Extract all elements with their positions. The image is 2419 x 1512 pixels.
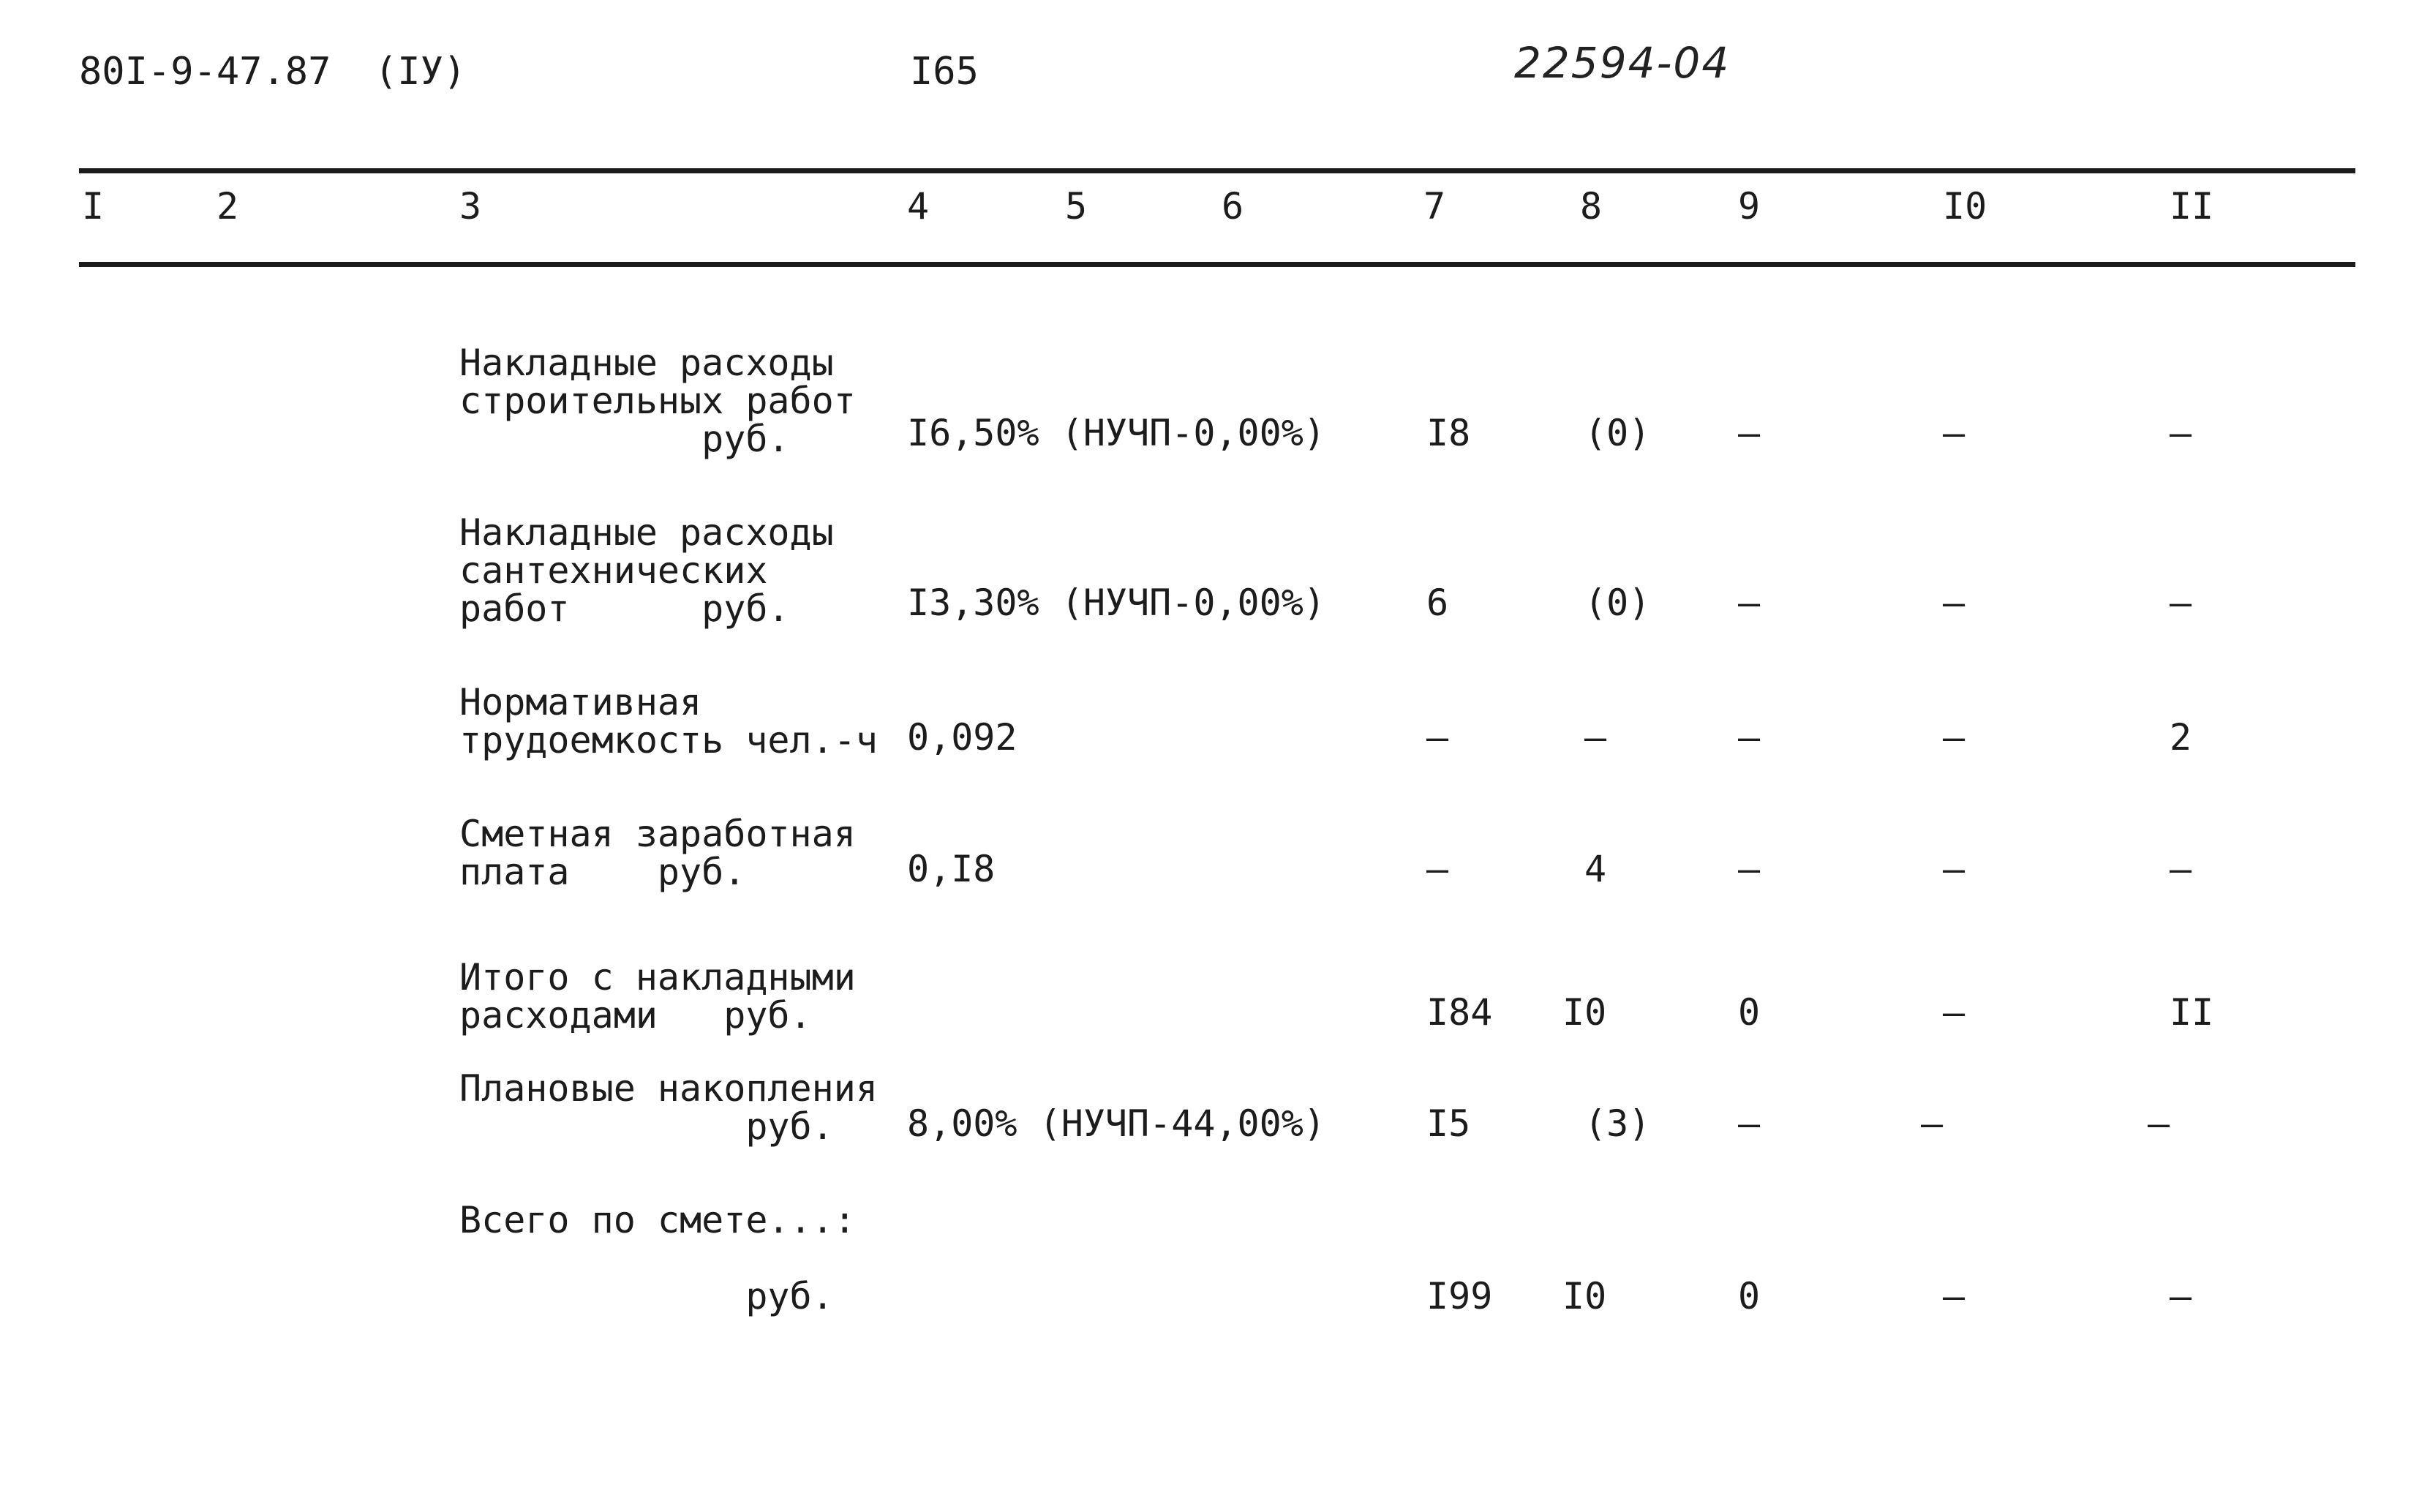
cell-col8: (0) — [1584, 582, 1651, 624]
cell-col7: I8 — [1426, 412, 1471, 454]
row-description: Итого с накладными расходами руб. — [459, 956, 856, 1037]
cell-col7: – — [1426, 716, 1449, 759]
doc-code: 80I-9-47.87 — [79, 50, 331, 94]
column-number: 5 — [1065, 185, 1088, 227]
column-number: 2 — [217, 185, 239, 227]
row-description: Накладные расходы строительных работ руб. — [459, 342, 856, 460]
cell-col10: – — [1943, 991, 1965, 1034]
table-top-rule — [79, 168, 2355, 173]
row-rate: I6,50% (НУЧП-0,00%) — [907, 412, 1325, 454]
section-code: (IУ) — [375, 50, 467, 94]
cell-col10: – — [1943, 848, 1965, 890]
cell-col7: 6 — [1426, 582, 1449, 624]
row-description: Накладные расходы сантехнических работ руб. — [459, 511, 834, 630]
cell-col8: I0 — [1562, 1275, 1607, 1317]
cell-col8: I0 — [1562, 991, 1607, 1034]
column-number: 4 — [907, 185, 930, 227]
cell-col9: – — [1738, 716, 1761, 759]
column-number: I — [82, 185, 105, 227]
cell-col9: – — [1738, 848, 1761, 890]
cell-col11: – — [2148, 1102, 2170, 1145]
cell-col11: – — [2170, 1275, 2192, 1317]
cell-col11: II — [2170, 991, 2214, 1034]
cell-col11: – — [2170, 582, 2192, 624]
row-rate: 0,I8 — [907, 848, 996, 890]
cell-col10: – — [1943, 582, 1965, 624]
column-number: 6 — [1222, 185, 1244, 227]
row-description: Плановые накопления руб. — [459, 1067, 878, 1148]
row-description: Сметная заработная плата руб. — [459, 813, 856, 893]
cell-col11: – — [2170, 848, 2192, 890]
handwritten-number: 22594-04 — [1514, 38, 1731, 88]
cell-col7: I5 — [1426, 1102, 1471, 1145]
cell-col8: 4 — [1584, 848, 1607, 890]
cell-col10: – — [1943, 716, 1965, 759]
row-description: Нормативная трудоемкость чел.-ч — [459, 681, 878, 761]
row-rate: I3,30% (НУЧП-0,00%) — [907, 582, 1325, 624]
cell-col9: – — [1738, 1102, 1761, 1145]
cell-col11: 2 — [2170, 716, 2192, 759]
cell-col10: – — [1943, 412, 1965, 454]
row-description: руб. — [459, 1275, 834, 1317]
cell-col8: – — [1584, 716, 1607, 759]
column-number: 7 — [1423, 185, 1446, 227]
column-number: 9 — [1738, 185, 1761, 227]
cell-col11: – — [2170, 412, 2192, 454]
cell-col9: 0 — [1738, 1275, 1761, 1317]
column-number: 8 — [1580, 185, 1603, 227]
cell-col9: – — [1738, 582, 1761, 624]
cell-col9: – — [1738, 412, 1761, 454]
table-header-bottom-rule — [79, 262, 2355, 267]
column-number: II — [2170, 185, 2214, 227]
cell-col7: I84 — [1426, 991, 1493, 1034]
cell-col8: (3) — [1584, 1102, 1651, 1145]
cell-col7: I99 — [1426, 1275, 1493, 1317]
column-number: I0 — [1943, 185, 1987, 227]
cell-col9: 0 — [1738, 991, 1761, 1034]
row-description: Всего по смете...: — [459, 1199, 856, 1241]
row-rate: 8,00% (НУЧП-44,00%) — [907, 1102, 1325, 1145]
row-rate: 0,092 — [907, 716, 1017, 759]
cell-col10: – — [1943, 1275, 1965, 1317]
cell-col10: – — [1921, 1102, 1944, 1145]
cell-col8: (0) — [1584, 412, 1651, 454]
page-number: I65 — [910, 50, 979, 94]
column-number: 3 — [459, 185, 482, 227]
cell-col7: – — [1426, 848, 1449, 890]
